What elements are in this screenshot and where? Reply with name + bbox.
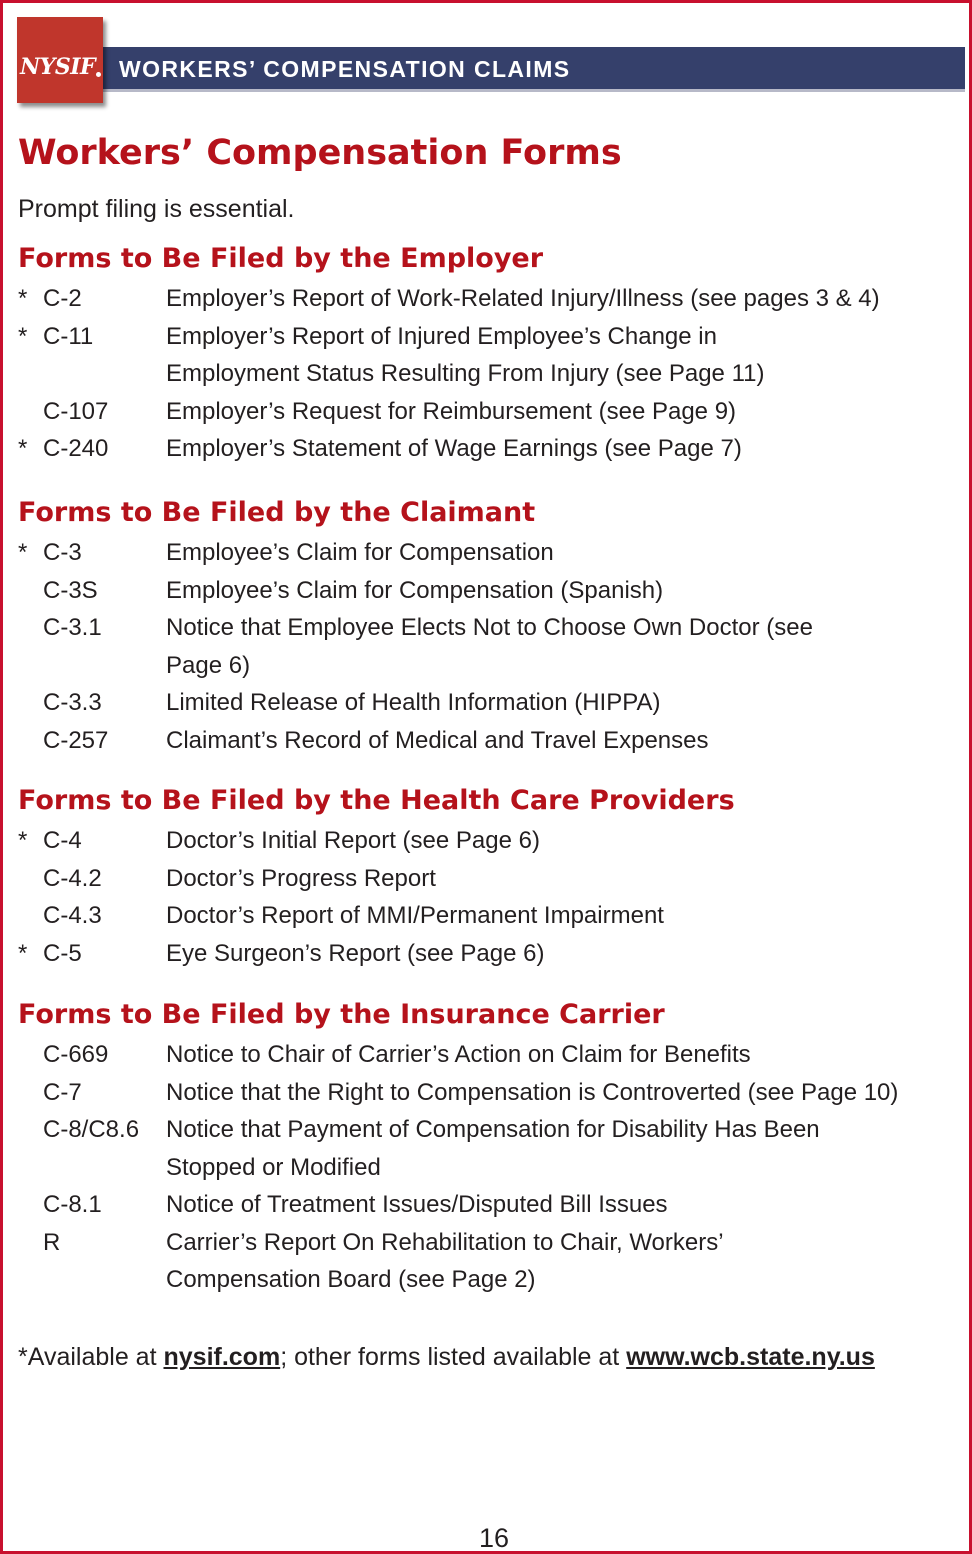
description-line: Employer’s Request for Reimbursement (see Page 9)	[166, 397, 737, 425]
form-code: C-3	[43, 539, 82, 566]
availability-asterisk: *	[18, 285, 28, 312]
form-description	[166, 897, 956, 935]
banner-title: WORKERS’ COMPENSATION CLAIMS	[119, 56, 571, 82]
form-description	[166, 684, 956, 722]
form-code: C-4.2	[43, 864, 102, 892]
form-code: C-8/C8.6	[43, 1116, 140, 1143]
form-description	[166, 280, 956, 318]
description-line: Employer’s Report of Injured Employee’s Change in	[166, 322, 717, 350]
description-line: Eye Surgeon’s Report (see Page 6)	[166, 939, 545, 967]
page-title: Workers’ Compensation Forms	[18, 133, 622, 173]
form-code: C-257	[43, 726, 109, 754]
form-code: C-4.3	[43, 902, 102, 929]
description-line: Limited Release of Health Information (HIPPA)	[166, 689, 661, 716]
form-code: C-240	[43, 435, 109, 462]
form-description	[166, 822, 956, 860]
form-code: C-8.1	[43, 1191, 102, 1218]
form-description	[166, 1074, 956, 1112]
form-description	[166, 393, 956, 431]
description-line: Notice to Chair of Carrier’s Action on Claim for Benefits	[166, 1041, 751, 1068]
description-line: Page 6)	[166, 651, 251, 679]
form-code: C-3.3	[43, 689, 102, 716]
form-code: C-3S	[43, 576, 98, 604]
description-line: Employee’s Claim for Compensation (Spanish)	[166, 576, 664, 604]
availability-asterisk: *	[18, 539, 28, 566]
description-line: Compensation Board (see Page 2)	[166, 1266, 536, 1293]
description-line: Notice that the Right to Compensation is Controverted (see Page 10)	[166, 1078, 899, 1106]
availability-asterisk: *	[18, 435, 28, 462]
availability-asterisk: *	[18, 939, 28, 967]
form-description	[166, 722, 956, 760]
form-code: C-4	[43, 827, 82, 854]
description-line: Claimant’s Record of Medical and Travel Expenses	[166, 726, 709, 754]
availability-asterisk: *	[18, 322, 28, 350]
section-title: Forms to Be Filed by the Insurance Carrier	[18, 999, 665, 1030]
description-line: Doctor’s Initial Report (see Page 6)	[166, 827, 540, 854]
form-code: C-3.1	[43, 614, 102, 641]
form-description	[166, 318, 956, 393]
description-line: Doctor’s Report of MMI/Permanent Impairment	[166, 902, 664, 929]
form-description	[166, 1036, 956, 1074]
footnote-middle: ; other forms listed available at	[280, 1343, 627, 1371]
form-code: C-7	[43, 1078, 82, 1106]
form-description	[166, 430, 956, 468]
form-code: C-5	[43, 939, 82, 967]
footnote	[18, 1343, 875, 1372]
description-line: Carrier’s Report On Rehabilitation to Chair, Workers’	[166, 1228, 724, 1256]
description-line: Notice that Payment of Compensation for Disability Has Been	[166, 1116, 820, 1143]
section-title: Forms to Be Filed by the Claimant	[18, 497, 536, 528]
section-title: Forms to Be Filed by the Health Care Providers	[18, 785, 735, 816]
description-line: Doctor’s Progress Report	[166, 864, 436, 892]
description-line: Notice that Employee Elects Not to Choose Own Doctor (see	[166, 614, 813, 641]
form-code: C-669	[43, 1041, 109, 1068]
form-description	[166, 609, 956, 684]
form-description	[166, 572, 956, 610]
form-description	[166, 935, 956, 973]
nysif-logo	[17, 17, 103, 103]
footnote-prefix: *Available at	[18, 1343, 164, 1371]
logo-text: NYSIF	[20, 54, 96, 80]
form-description	[166, 1186, 956, 1224]
description-line: Stopped or Modified	[166, 1153, 381, 1181]
wcb-link[interactable]: www.wcb.state.ny.us	[626, 1343, 875, 1371]
description-line: Notice of Treatment Issues/Disputed Bill Issues	[166, 1191, 668, 1218]
description-line: Employee’s Claim for Compensation	[166, 539, 554, 566]
availability-asterisk: *	[18, 827, 28, 854]
header-banner	[103, 47, 965, 92]
form-description	[166, 534, 956, 572]
intro-text: Prompt filing is essential.	[18, 195, 295, 223]
form-code: C-2	[43, 285, 82, 312]
description-line: Employer’s Report of Work-Related Injury/Illness (see pages 3 & 4)	[166, 285, 880, 312]
form-code: C-11	[43, 322, 94, 350]
section-title: Forms to Be Filed by the Employer	[18, 243, 544, 274]
page-number: 16	[478, 1523, 510, 1553]
form-code: R	[43, 1228, 61, 1256]
form-description	[166, 1111, 956, 1186]
form-code: C-107	[43, 397, 109, 425]
form-description	[166, 860, 956, 898]
nysif-link[interactable]: nysif.com	[163, 1343, 281, 1371]
registered-mark-icon	[96, 72, 101, 77]
description-line: Employer’s Statement of Wage Earnings (see Page 7)	[166, 435, 742, 462]
description-line: Employment Status Resulting From Injury (see Page 11)	[166, 360, 765, 387]
form-description	[166, 1224, 956, 1299]
